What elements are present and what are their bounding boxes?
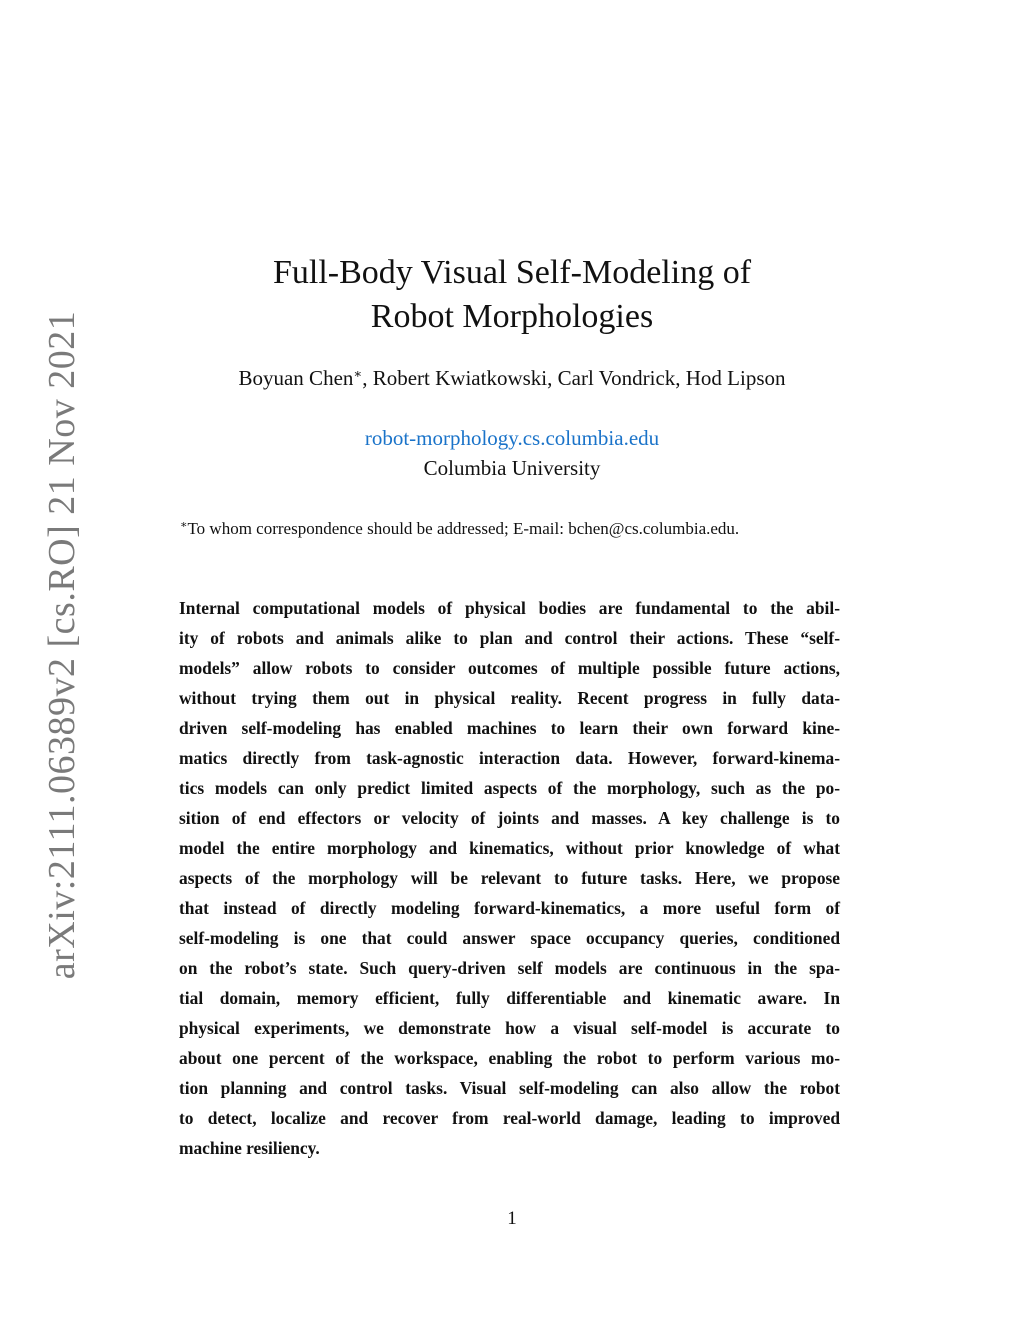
author-list xyxy=(0,364,1024,392)
paper-title-line-2: Robot Morphologies xyxy=(370,298,654,335)
arxiv-stamp: arXiv:2111.06389v2 [cs.RO] 21 Nov 2021 xyxy=(41,310,83,980)
abstract-line: without trying them out in physical reality. Recent progress in fully data- xyxy=(179,688,840,708)
abstract-line: models” allow robots to consider outcomes of multiple possible future actions, xyxy=(179,658,840,678)
abstract-line: sition of end effectors or velocity of joints and masses. A key challenge is to xyxy=(179,808,840,828)
abstract-line: machine resiliency. xyxy=(179,1138,320,1158)
correspondence-text: To whom correspondence should be addressed; E-mail: bchen@cs.columbia.edu. xyxy=(187,519,740,538)
abstract-line: about one percent of the workspace, enabling the robot to perform various mo- xyxy=(179,1048,840,1068)
abstract-line: tial domain, memory efficient, fully differentiable and kinematic aware. In xyxy=(179,988,840,1008)
abstract-line: tion planning and control tasks. Visual self-modeling can also allow the robot xyxy=(179,1078,840,1098)
first-author: Boyuan Chen xyxy=(238,366,354,390)
abstract-line: matics directly from task-agnostic interaction data. However, forward-kinema- xyxy=(179,748,840,768)
affiliation: Columbia University xyxy=(423,456,601,480)
abstract-line: aspects of the morphology will be relevant to future tasks. Here, we propose xyxy=(179,868,840,888)
paper-title xyxy=(0,251,1024,339)
page-number: 1 xyxy=(507,1208,517,1229)
paper-title-line-1: Full-Body Visual Self-Modeling of xyxy=(272,254,752,291)
corresponding-author-marker: ∗ xyxy=(353,366,363,381)
abstract-line: self-modeling is one that could answer space occupancy queries, conditioned xyxy=(179,928,840,948)
abstract-line: physical experiments, we demonstrate how a visual self-model is accurate to xyxy=(179,1018,840,1038)
abstract-line: driven self-modeling has enabled machines to learn their own forward kine- xyxy=(179,718,840,738)
correspondence-marker: ∗ xyxy=(180,519,188,531)
abstract-line: model the entire morphology and kinematics, without prior knowledge of what xyxy=(179,838,840,858)
abstract-line: tics models can only predict limited aspects of the morphology, such as the po- xyxy=(179,778,840,798)
abstract-line: to detect, localize and recover from real-world damage, leading to improved xyxy=(179,1108,840,1128)
abstract xyxy=(179,593,840,1163)
correspondence-note xyxy=(180,517,739,541)
project-website-link[interactable]: robot-morphology.cs.columbia.edu xyxy=(364,426,660,450)
other-authors: , Robert Kwiatkowski, Carl Vondrick, Hod Lipson xyxy=(362,366,786,390)
abstract-line: that instead of directly modeling forward-kinematics, a more useful form of xyxy=(179,898,840,918)
abstract-line: Internal computational models of physical bodies are fundamental to the abil- xyxy=(179,598,840,618)
abstract-line: ity of robots and animals alike to plan and control their actions. These “self- xyxy=(179,628,840,648)
abstract-line: on the robot’s state. Such query-driven self models are continuous in the spa- xyxy=(179,958,840,978)
